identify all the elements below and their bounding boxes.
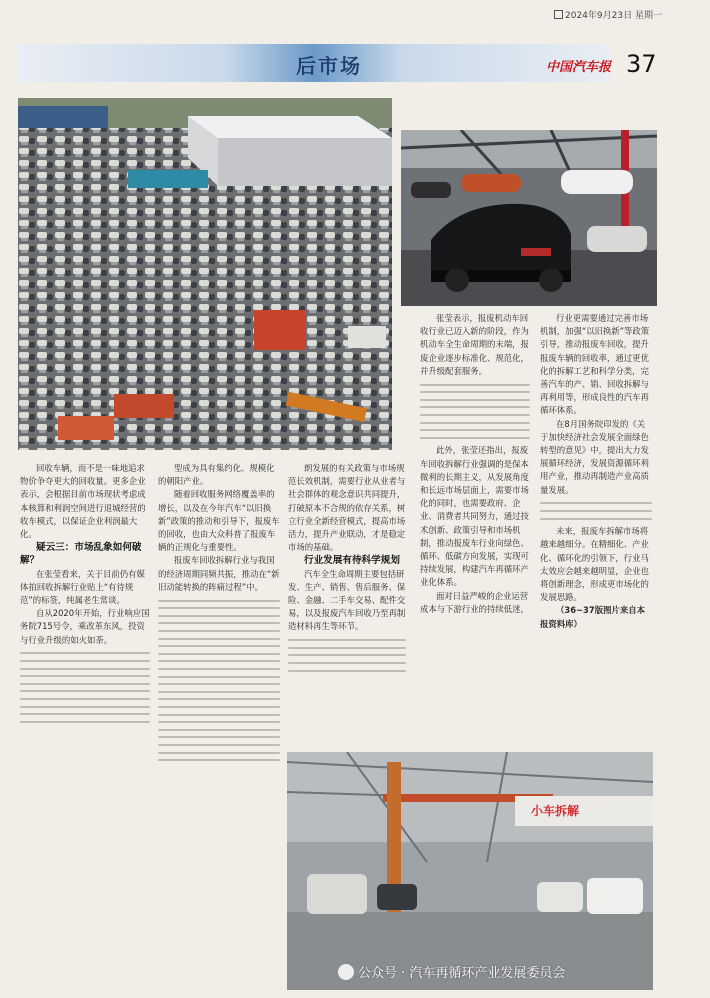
paragraph: 随着回收服务网络覆盖率的增长，以及在今年汽车“以旧换新”政策的推动和引导下，报废车的回收，也由大众科普了报废车辆的正规化与重要性。 xyxy=(158,489,280,553)
unreadable-text-lines xyxy=(158,600,280,761)
text-column-1 xyxy=(20,462,150,728)
newspaper-brand-logo: 中国汽车报 xyxy=(546,60,612,75)
section-subheading: 行业发展有待科学规划 xyxy=(304,555,400,567)
paragraph: 型成为具有集约化、规模化的朝阳产业。 xyxy=(158,463,275,487)
paragraph: 在张莹看来，关于目前仍有媒体拍回收拆解行业贴上“有待规范”的标签，纯属老生常谈。 xyxy=(20,568,145,606)
text-column-5 xyxy=(540,312,652,631)
text-column-2 xyxy=(158,462,280,767)
paragraph: 汽车全生命周期主要包括研发、生产、销售、售后服务、保险、金融、二手车交易、配件交易，以及报废汽车回收乃至再制造材料再生等环节。 xyxy=(288,568,406,632)
checkbox-icon xyxy=(554,10,563,19)
unreadable-text-lines xyxy=(20,652,150,722)
issue-date: 2024年9月23日 星期一 xyxy=(554,8,662,21)
warehouse-sign-text: 小车拆解 xyxy=(531,804,580,818)
section-subheading: 疑云三：市场乱象如何破解？ xyxy=(20,542,142,567)
paragraph: 回收车辆，而不是一味地追求物价争夺更大的回收量。更多企业表示，会根据目前市场现状考虑成本核算和利润空间进行退城经营的收车模式，以保证企业利润最大化。 xyxy=(20,463,146,540)
paragraph: 此外，张莹还指出，报废车回收拆解行业强调的是保本微利的长期主义，从发展角度和长远市场层面上，需要市场化的同时，也需要政府、企业、消费者共同努力，通过技术创新、政策引导和市场机制，推动报废车行业向绿色、循环、低碳方向发展，实现可持续发展，构建汽车再循环产业化体系。 xyxy=(420,445,529,588)
section-title: 后市场 xyxy=(296,54,362,78)
scrapyard-aerial-photo xyxy=(18,98,392,450)
wechat-watermark: 公众号 · 汽车再循环产业发展委员会 xyxy=(338,962,565,981)
dismantling-warehouse-photo xyxy=(287,752,653,990)
text-column-3 xyxy=(288,462,406,677)
paragraph: 报废车回收拆解行业与我国的经济周期同频共振，推动在“新旧动能转换的阵痛过程”中。 xyxy=(158,555,280,592)
paragraph: 自从2020年开始，行业响应国务院715号令，乘改革东风，投资与行业升级的如火如荼。 xyxy=(20,608,150,645)
wechat-icon xyxy=(338,964,354,980)
photo-credit: （36~37版图片来自本报资料库） xyxy=(540,605,645,629)
unreadable-text-lines xyxy=(288,639,406,671)
paragraph: 在8月国务院印发的《关于加快经济社会发展全面绿色转型的意见》中，提出大力发展循环经济，发展资源循环利用产业，推动再制造产业高质量发展。 xyxy=(540,418,649,495)
unreadable-text-lines xyxy=(540,502,652,519)
showroom-cars-photo xyxy=(401,130,657,306)
page-number: 37 xyxy=(626,50,657,78)
unreadable-text-lines xyxy=(420,384,530,439)
issue-weekday: 星期一 xyxy=(634,11,662,21)
paragraph: 朗发展的有关政策与市场规范长效机制，需要行业从业者与社会群体的观念意识共同提升，打破原本不合规的依存关系，树立行业全新经营模式，提高市场活力，提升产业联动，才是稳定市场的基础。 xyxy=(288,463,406,553)
paragraph: 张莹表示，报废机动车回收行业已迈入新的阶段，作为机动车全生命周期的末端，报废企业逐步标准化、规范化，并升级配套服务。 xyxy=(420,313,529,376)
text-column-4 xyxy=(420,312,530,616)
paragraph: 未来，报废车拆解市场将越来越细分。在精细化、产业化、循环化的引领下，行业马太效应会越来越明显，企业也将创新理念，形成更市场化的发展思路。 xyxy=(540,526,649,603)
paragraph: 行业更需要通过完善市场机制，加强“以旧换新”等政策引导，推动报废车回收，提升报废车辆的回收率，通过更优化的拆解工艺和科学分类，完善汽车的产、销、回收拆解与再利用等，形成良性的汽车再循环体系。 xyxy=(540,313,650,416)
paragraph: 面对日益严峻的企业运营成本与下游行业的持续低迷， xyxy=(420,590,529,614)
